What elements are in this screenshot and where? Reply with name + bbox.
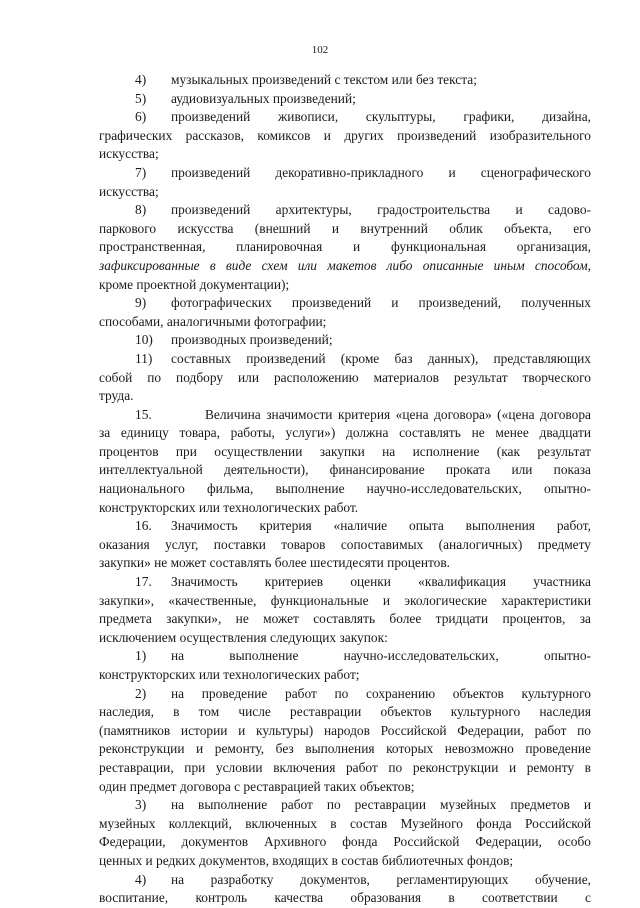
- text-line: паркового искусства (внешний и внутренний облик объекта, его: [99, 220, 591, 236]
- list-item-line: 5) аудиовизуальных произведений;: [135, 90, 356, 106]
- text-line: способами, аналогичными фотографии;: [99, 313, 327, 329]
- text-line: реконструкции и ремонту, без выполнения которых невозможно проведение: [99, 741, 591, 757]
- page-number: 102: [311, 44, 329, 56]
- text-line: интеллектуальной деятельности), финансирование проката или показа: [99, 462, 591, 478]
- text-line: ценных и редких документов, входящих в состав библиотечных фондов;: [99, 852, 514, 868]
- text-line: конструкторских или технологических работ;: [99, 667, 360, 682]
- text-line: конструкторских или технологических работ.: [99, 499, 359, 515]
- list-item-line: 6) произведений живописи, скульптуры, графики, дизайна,: [135, 109, 591, 125]
- text-line: наследия, в том числе реставрации объектов культурного наследия: [99, 704, 591, 720]
- text-line: графических рассказов, комиксов и других произведений изобразительного: [99, 127, 591, 143]
- list-item-line: 7) произведений декоративно-прикладного и сценографического: [135, 164, 591, 180]
- list-item-line: 4) музыкальных произведений с текстом или без текста;: [135, 72, 477, 87]
- text-line: собой по подбору или расположению материалов результат творческого: [99, 369, 591, 385]
- text-line: искусства;: [99, 183, 159, 199]
- list-item-line: 2) на проведение работ по сохранению объектов культурного: [135, 685, 591, 701]
- paragraph-line: 17. Значимость критериев оценки «квалификация участника: [135, 574, 591, 590]
- text-line: предмета закупки», не может составлять более тридцати процентов, за: [99, 611, 591, 627]
- document-body: [99, 71, 591, 908]
- list-item-line: 4) на разработку документов, регламентирующих обучение,: [135, 871, 591, 887]
- text-line: кроме проектной документации);: [99, 276, 290, 292]
- text-line: оказания услуг, поставки товаров сопоставимых (аналогичных) предмету: [99, 536, 591, 552]
- text-line: Федерации, документов Архивного фонда Российской Федерации, особо: [99, 834, 591, 850]
- text-line: исключением осуществления следующих закупок:: [99, 629, 388, 645]
- paragraph-line: 15. Величина значимости критерия «цена договора» («цена договора: [135, 406, 591, 422]
- list-item-line: 11) составных произведений (кроме баз данных), представляющих: [135, 350, 591, 366]
- text-line: (памятников истории и культуры) народов Российской Федерации, работ по: [99, 722, 591, 738]
- text-line: пространственная, планировочная и функциональная организация,: [99, 239, 591, 255]
- text-line: искусства;: [99, 146, 159, 162]
- text-line: закупки» не может составлять более шестидесяти процентов.: [99, 555, 451, 571]
- text-line: национального фильма, выполнение научно-исследовательских, опытно-: [99, 481, 591, 497]
- text-line: воспитание, контроль качества образования в соответствии с: [99, 890, 591, 906]
- text-line: зафиксированные в виде схем или макетов либо описанные иным способом,: [99, 257, 591, 273]
- text-line: закупки», «качественные, функциональные и экологические характеристики: [99, 592, 591, 608]
- text-line: процентов при осуществлении закупки на исполнение (как результат: [99, 443, 591, 459]
- list-item-line: 3) на выполнение работ по реставрации музейных предметов и: [135, 797, 591, 813]
- text-line: реставрации, при условии включения работ по реконструкции и ремонту в: [99, 759, 591, 775]
- text-line: один предмет договора с реставрацией таких объектов;: [99, 778, 415, 794]
- list-item-line: 10) производных произведений;: [135, 332, 333, 348]
- list-item-line: 8) произведений архитектуры, градостроительства и садово-: [135, 202, 591, 218]
- list-item-line: 1) на выполнение научно-исследовательских, опытно-: [135, 648, 591, 664]
- paragraph-line: 16. Значимость критерия «наличие опыта выполнения работ,: [135, 518, 591, 534]
- text-line: музейных коллекций, включенных в состав Музейного фонда Российской: [99, 815, 591, 831]
- text-line: за единицу товара, работы, услуги») должна составлять не менее двадцати: [99, 425, 591, 441]
- text-line: труда.: [99, 388, 134, 404]
- list-item-line: 9) фотографических произведений и произведений, полученных: [135, 295, 591, 311]
